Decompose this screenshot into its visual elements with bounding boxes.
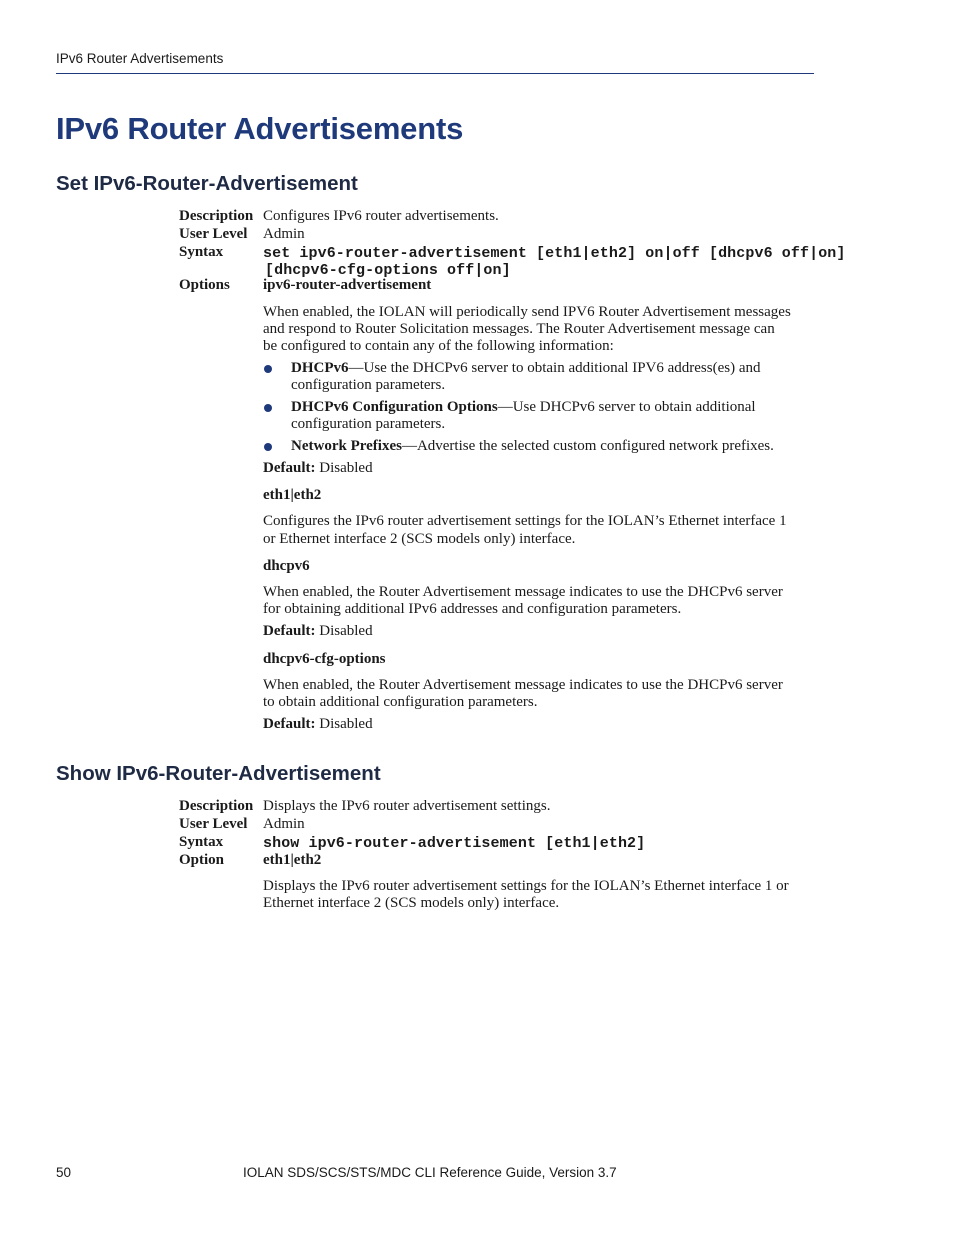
default-value: Disabled bbox=[315, 716, 373, 732]
bullet-continuation: configuration parameters. bbox=[291, 416, 446, 432]
option-name-dhcpv6: dhcpv6 bbox=[263, 558, 310, 574]
footer-guide-title: IOLAN SDS/SCS/STS/MDC CLI Reference Guide, Version 3.7 bbox=[243, 1165, 617, 1180]
default-label: Default: bbox=[263, 623, 316, 639]
bullet-icon bbox=[264, 443, 272, 451]
default-value: Disabled bbox=[315, 460, 373, 476]
bullet-text: —Advertise the selected custom configured network prefixes. bbox=[401, 438, 774, 454]
option-description-line: Displays the IPv6 router advertisement settings for the IOLAN’s Ethernet interface 1 or bbox=[263, 878, 789, 894]
option-name-eth1-eth2: eth1|eth2 bbox=[263, 487, 322, 503]
default-value: Disabled bbox=[315, 623, 373, 639]
description-value: Displays the IPv6 router advertisement settings. bbox=[263, 798, 551, 814]
bullet-icon bbox=[264, 404, 272, 412]
option-name-dhcpv6-cfg-options: dhcpv6-cfg-options bbox=[263, 651, 386, 667]
bullet-term: DHCPv6 Configuration Options bbox=[291, 399, 498, 415]
syntax-line-2: [dhcpv6-cfg-options off|on] bbox=[265, 262, 511, 279]
description-label: Description bbox=[179, 798, 254, 814]
option-description-line: and respond to Router Solicitation messages. The Router Advertisement message can bbox=[263, 321, 775, 337]
option-description-line: to obtain additional configuration parameters. bbox=[263, 694, 538, 710]
default-label: Default: bbox=[263, 716, 316, 732]
bullet-text: —Use DHCPv6 server to obtain additional bbox=[497, 399, 756, 415]
page-title: IPv6 Router Advertisements bbox=[56, 111, 464, 146]
option-label: Option bbox=[179, 852, 225, 868]
bullet-term: Network Prefixes bbox=[291, 438, 402, 454]
option-description-line: or Ethernet interface 2 (SCS models only) interface. bbox=[263, 531, 576, 547]
user-level-value: Admin bbox=[263, 816, 305, 832]
bullet-text: —Use the DHCPv6 server to obtain additional IPV6 address(es) and bbox=[348, 360, 761, 376]
options-label: Options bbox=[179, 277, 230, 293]
header-rule bbox=[56, 73, 814, 74]
syntax-label: Syntax bbox=[179, 834, 224, 850]
option-description-line: for obtaining additional IPv6 addresses and configuration parameters. bbox=[263, 601, 682, 617]
option-description-line: When enabled, the Router Advertisement message indicates to use the DHCPv6 server bbox=[263, 677, 783, 693]
default-label: Default: bbox=[263, 460, 316, 476]
option-description-line: Ethernet interface 2 (SCS models only) interface. bbox=[263, 895, 560, 911]
syntax-line-1: set ipv6-router-advertisement [eth1|eth2] on|off [dhcpv6 off|on] bbox=[263, 245, 846, 262]
user-level-label: User Level bbox=[179, 816, 248, 832]
description-label: Description bbox=[179, 208, 254, 224]
default-line bbox=[263, 716, 823, 734]
option-description-line: Configures the IPv6 router advertisement settings for the IOLAN’s Ethernet interface 1 bbox=[263, 513, 787, 529]
option-name-ipv6-router-advertisement: ipv6-router-advertisement bbox=[263, 277, 432, 293]
syntax-label: Syntax bbox=[179, 244, 224, 260]
default-line bbox=[263, 623, 823, 641]
default-line bbox=[263, 460, 823, 478]
page-number: 50 bbox=[56, 1165, 72, 1180]
bullet-term: DHCPv6 bbox=[291, 360, 349, 376]
description-value: Configures IPv6 router advertisements. bbox=[263, 208, 499, 224]
bullet-item-dhcpv6 bbox=[291, 360, 821, 378]
bullet-item-network-prefixes bbox=[291, 438, 821, 456]
option-name-eth1-eth2: eth1|eth2 bbox=[263, 852, 322, 868]
user-level-value: Admin bbox=[263, 226, 305, 242]
option-description-line: When enabled, the IOLAN will periodically send IPV6 Router Advertisement messages bbox=[263, 304, 791, 320]
syntax-command: show ipv6-router-advertisement [eth1|eth2] bbox=[263, 835, 646, 852]
bullet-icon bbox=[264, 365, 272, 373]
bullet-continuation: configuration parameters. bbox=[291, 377, 446, 393]
running-header: IPv6 Router Advertisements bbox=[56, 51, 224, 66]
bullet-item-dhcpv6-configuration-options bbox=[291, 399, 821, 417]
set-section-heading: Set IPv6-Router-Advertisement bbox=[56, 172, 358, 195]
option-description-line: When enabled, the Router Advertisement message indicates to use the DHCPv6 server bbox=[263, 584, 783, 600]
option-description-line: be configured to contain any of the following information: bbox=[263, 338, 614, 354]
show-section-heading: Show IPv6-Router-Advertisement bbox=[56, 762, 381, 785]
user-level-label: User Level bbox=[179, 226, 248, 242]
